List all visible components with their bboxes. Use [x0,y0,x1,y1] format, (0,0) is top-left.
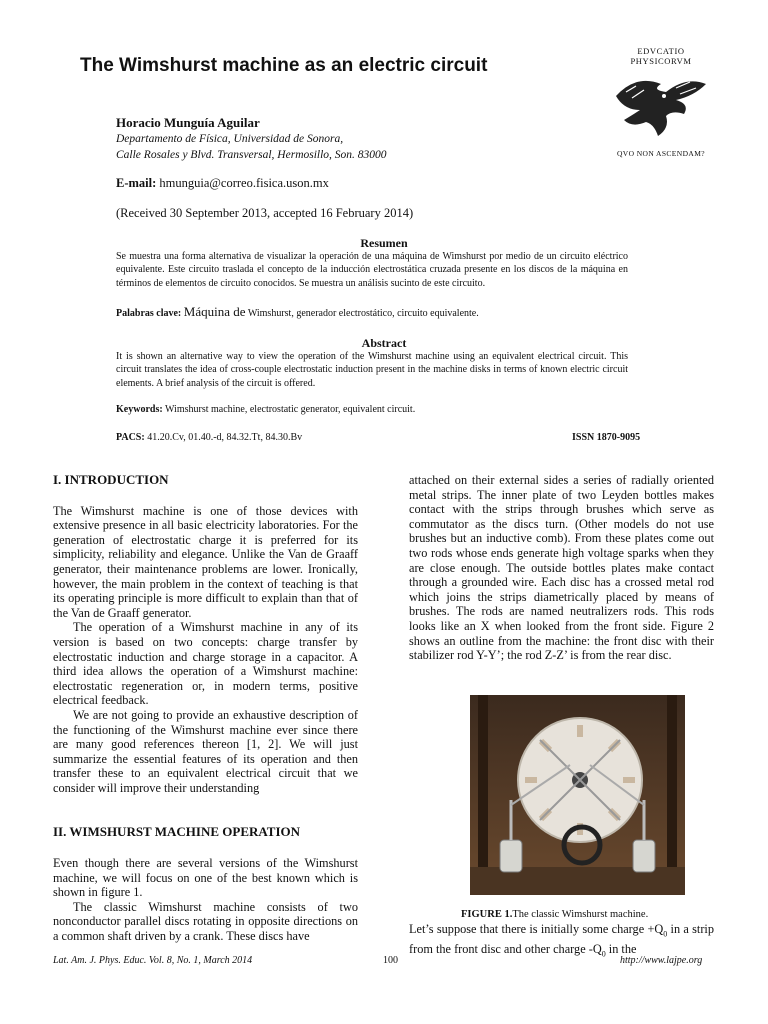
keywords [116,404,415,415]
right-p2-sub2: 0 [601,949,606,959]
logo-bottom-text: QVO NON ASCENDAM? [616,149,706,158]
palabras-clave-text: Wimshurst, generador electrostático, circuito equivalente. [247,308,479,319]
footer-url[interactable]: http://www.lajpe.org [620,955,703,966]
resumen-heading: Resumen [360,236,408,250]
affiliation [116,131,387,163]
footer-journal: Lat. Am. J. Phys. Educ. Vol. 8, No. 1, March 2014 [53,955,253,966]
intro-paragraph-3: We are not going to provide an exhaustive description of the functioning of the Wimshurst machine ever since there are many good references thereon [1, 2]. We will just summarize the essential features of its operation and then transfer these to an equivalent electrical circuit that we consider will improve their understanding [53,707,358,795]
journal-logo [606,46,716,158]
right-paragraph-1: attached on their external sides a series of radially oriented metal strips. The inner plate of two Leyden bottles makes contact with the strips through brushes which serve as commutator as the discs turn. (Other models do not use brushes but an inductive comb). From these plates come out two rods whose ends generate high voltage sparks when they are close enough. The outside bottles plates make contact through a grounded wire. Each disc has a crossed metal rod which joins the strips diametrically placed by means of brushes. The rods are named neutralizers rods. This rods looks like an X when looked from the front side. Figure 2 shows an outline from the machine: the front disc with their stabilizer rod Y-Y’; the rod Z-Z’ is from the rear disc. [409,473,714,663]
intro-heading: I. INTRODUCTION [53,472,169,487]
author-name: Horacio Munguía Aguilar [116,115,260,130]
intro-paragraph-2: The operation of a Wimshurst machine in any of its version is based on two concepts: charge transfer by electrostatic induction and charge storage in a capacitor. A third idea allows the operation of a Wimshurst machine: electrostatic regeneration or, in modern terms, positive electrical feedback. [53,620,358,708]
email-address[interactable]: hmunguia@correo.fisica.uson.mx [159,176,329,190]
intro-paragraph-1: The Wimshurst machine is one of those devices with extensive presence in all basic electricity laboratories. For the generation of electrostatic charge it is preferred for its simplicity, reliability and elegance. Unlike the Van de Graaff generator, their maintenance problems are lower. Ironically, however, the main problem in the context of teaching is that its operating principle is more difficult to explain than that of the Van de Graaff generator. [53,503,358,620]
pacs-label: PACS: [116,432,145,443]
logo-top-text: EDVCATIO PHYSICORVM [630,46,692,66]
right-p2-c: in the [605,942,637,957]
figure-1-caption [461,909,648,920]
keywords-label: Keywords: [116,404,163,415]
figure-1-text: The classic Wimshurst machine. [512,909,649,920]
keywords-text: Wimshurst machine, electrostatic generator, equivalent circuit. [165,404,416,415]
issn: ISSN 1870-9095 [572,432,641,443]
palabras-clave-label: Palabras clave: [116,308,182,319]
resumen-text: Se muestra una forma alternativa de visualizar la operación de una máquina de Wimshurst por medio de un circuito eléctrico equivalente. Este circuito traslada el concepto de la inducción electrostática cruzada presente en los discos de la máquina en términos de elementos de circuito conocidos. Se muestra un análisis sucinto de este circuito. [116,251,628,289]
paper-title: The Wimshurst machine as an electric circuit [80,55,488,76]
eagle-icon [606,66,716,144]
affiliation-line-2: Calle Rosales y Blvd. Transversal, Hermosillo, Son. 83000 [116,149,387,161]
pacs-codes: 41.20.Cv, 01.40.-d, 84.32.Tt, 84.30.Bv [147,432,303,443]
operation-paragraph-2: The classic Wimshurst machine consists of two nonconductor parallel discs rotating in opposite directions on a common shaft driven by a crank. These discs have [53,899,358,944]
left-column [53,473,358,944]
right-p2-b: in a strip from the front disc and other charge -Q [409,922,714,957]
right-p2-a: Let’s suppose that there is initially some charge +Q [409,922,664,936]
operation-paragraph-1: Even though there are several versions of the Wimshurst machine, we will focus on one of the best known which is shown in figure 1. [53,856,358,900]
right-p2-sub: 0 [663,929,668,939]
email-label: E-mail: [116,176,157,190]
wimshurst-machine-photo [470,695,685,895]
operation-heading: II. WIMSHURST MACHINE OPERATION [53,824,301,840]
figure-1-label: FIGURE 1. [461,909,513,920]
palabras-clave-big: Máquina de [183,304,246,319]
received-dates: (Received 30 September 2013, accepted 16 February 2014) [116,206,414,220]
email-line [116,176,329,191]
wimshurst-illustration [470,695,685,895]
abstract-heading: Abstract [361,336,407,350]
palabras-clave [116,304,479,320]
right-column-text [409,473,714,663]
affiliation-line-1: Departamento de Física, Universidad de Sonora, [116,133,344,145]
footer-page-number: 100 [383,955,398,966]
pacs [116,432,302,443]
abstract-text: It is shown an alternative way to view the operation of the Wimshurst machine using an equivalent electrical circuit. This circuit translates the idea of cross-couple electrostatic induction present in the machine disks in terms of known electric circuit elements. A brief analysis of the circuit is offered. [116,351,628,389]
